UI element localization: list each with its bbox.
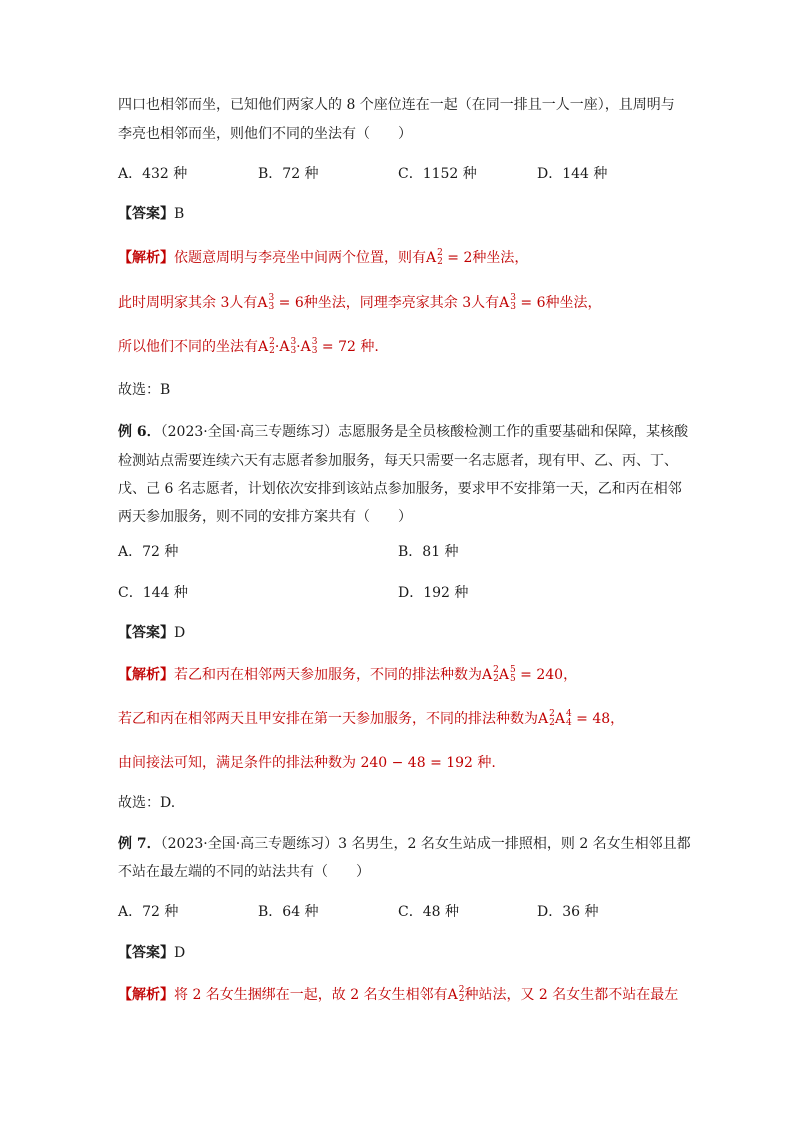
q6-option-b: B．81 种 <box>398 544 459 560</box>
q5-analysis-line3: 所以他们不同的坐法有A 2 2 ·A 3 3 ·A 3 3 = 72 种. <box>118 337 379 356</box>
q7-stem-line1 <box>118 834 691 854</box>
q7-option-c: C．48 种 <box>398 904 459 920</box>
q5-analysis-line1 <box>118 248 528 268</box>
stem-text: （2023·全国·高三专题练习）3 名男生，2 名女生站成一排照相，则 2 名女生相邻且都 <box>160 836 691 852</box>
q7-answer <box>118 943 185 963</box>
perm-a33: A 3 3 <box>257 293 275 312</box>
perm-a33: A 3 3 <box>300 337 318 356</box>
q6-stem-line1 <box>118 422 688 442</box>
q5-option-d: D．144 种 <box>537 166 608 182</box>
q6-analysis-line3: 由间接法可知，满足条件的排法种数为 240 − 48 = 192 种. <box>118 755 496 771</box>
q5-stem-line1: 四口也相邻而坐，已知他们两家人的 8 个座位连在一起（在同一排且一人一座），且周明与 <box>118 97 675 113</box>
answer-tag: 【答案】 <box>118 206 174 222</box>
q6-analysis-line2: 若乙和丙在相邻两天且甲安排在第一天参加服务，不同的排法种数为A 2 2 A 4 4 = 48， <box>118 709 625 728</box>
answer-value: D <box>174 945 186 961</box>
perm-a22: A 2 2 <box>447 985 465 1004</box>
q5-stem-line2: 李亮也相邻而坐，则他们不同的坐法有（ ） <box>118 126 412 142</box>
answer-value: B <box>174 206 185 222</box>
q5-answer <box>118 204 184 224</box>
perm-a22: A 2 2 <box>538 709 555 728</box>
q5-option-a: A．432 种 <box>118 166 188 182</box>
example-tag: 例 6． <box>118 424 161 440</box>
example-tag: 例 7． <box>118 836 161 852</box>
analysis-tag: 【解析】 <box>118 667 174 683</box>
perm-a33: A 3 3 <box>279 337 297 356</box>
analysis-tag: 【解析】 <box>118 987 174 1003</box>
answer-tag: 【答案】 <box>118 945 174 961</box>
q7-option-a: A．72 种 <box>118 904 179 920</box>
perm-a55: A 5 5 <box>498 665 516 684</box>
q7-stem-line2: 不站在最左端的不同的站法共有（ ） <box>118 864 370 880</box>
answer-tag: 【答案】 <box>118 625 174 641</box>
stem-text: （2023·全国·高三专题练习）志愿服务是全员核酸检测工作的重要基础和保障，某核酸 <box>160 424 689 440</box>
q6-stem-line4: 两天参加服务，则不同的安排方案共有（ ） <box>118 509 412 525</box>
perm-a22: A 2 2 <box>426 248 443 267</box>
q6-answer <box>118 623 185 643</box>
q7-option-d: D．36 种 <box>537 904 599 920</box>
q6-option-c: C．144 种 <box>118 585 188 601</box>
perm-a33: A 3 3 <box>499 293 516 312</box>
q6-option-d: D．192 种 <box>398 585 469 601</box>
q6-conclusion: 故选：D. <box>118 795 176 811</box>
q6-option-a: A．72 种 <box>118 544 179 560</box>
perm-a22: A 2 2 <box>258 337 275 356</box>
q7-analysis-line1: 【解析】将 2 名女生捆绑在一起，故 2 名女生相邻有A 2 2 种站法，又 2 名女生都不站在最左 <box>118 985 679 1004</box>
perm-a44: A 4 4 <box>554 709 572 728</box>
q5-option-b: B．72 种 <box>258 166 319 182</box>
q6-analysis-line1: 【解析】若乙和丙在相邻两天参加服务，不同的排法种数为A 2 2 A 5 5 = 240， <box>118 665 578 684</box>
q6-stem-line3: 戊、己 6 名志愿者，计划依次安排到该站点参加服务，要求甲不安排第一天，乙和丙在相邻 <box>118 481 682 497</box>
answer-value: D <box>174 625 186 641</box>
q5-analysis-line2: 此时周明家其余 3人有A 3 3 = 6种坐法，同理李亮家其余 3人有A 3 3 = 6种坐法， <box>118 293 602 312</box>
q6-stem-line2: 检测站点需要连续六天有志愿者参加服务，每天只需要一名志愿者，现有甲、乙、丙、丁、 <box>118 453 678 469</box>
analysis-text: 依题意周明与李亮坐中间两个位置，则有 <box>174 250 426 266</box>
analysis-text: = 2种坐法， <box>442 250 529 266</box>
perm-a22: A 2 2 <box>482 665 499 684</box>
q5-conclusion: 故选：B <box>118 382 171 398</box>
analysis-tag: 【解析】 <box>118 250 174 266</box>
q7-option-b: B．64 种 <box>258 904 319 920</box>
q5-option-c: C．1152 种 <box>398 166 477 182</box>
